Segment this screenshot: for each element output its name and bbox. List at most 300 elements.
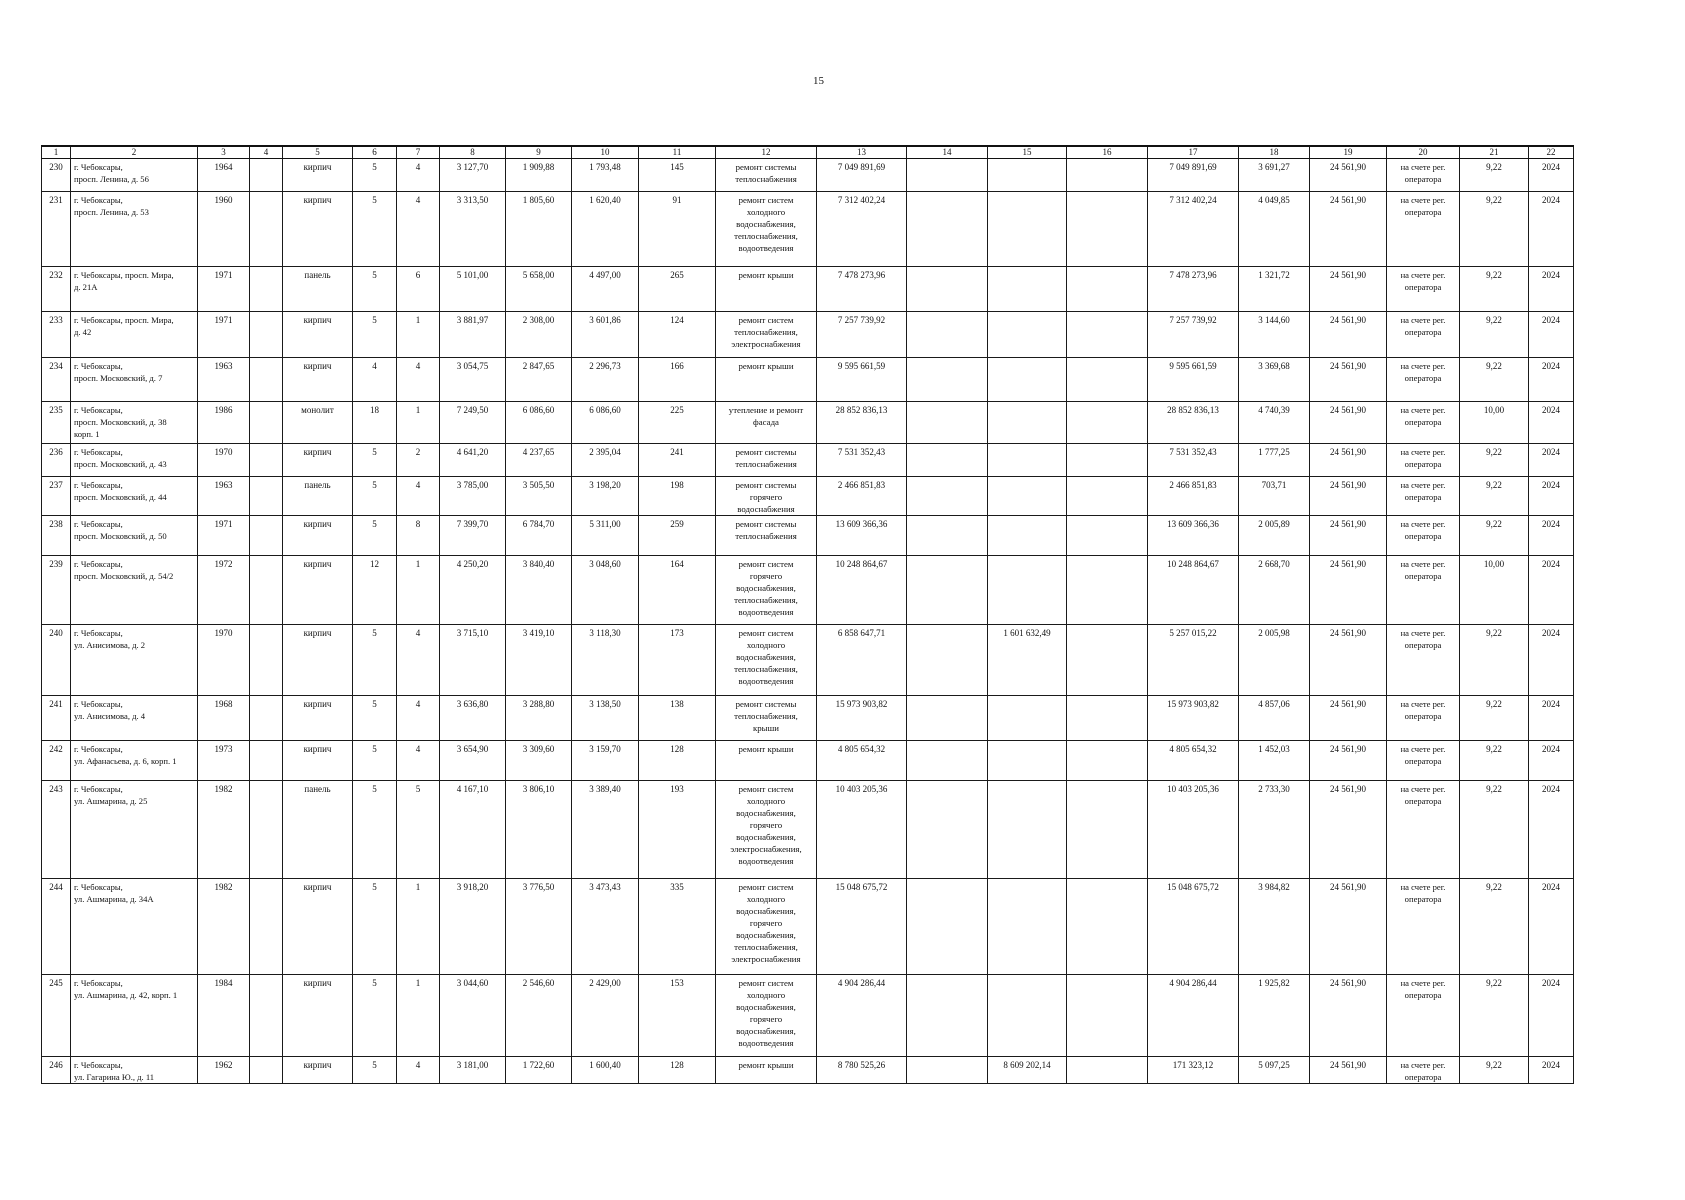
cell-c9: 2 308,00 <box>506 312 572 358</box>
fund-account-cell: на счете рег. оператора <box>1387 516 1460 556</box>
cell-c14 <box>907 159 988 192</box>
cell-c6: 5 <box>353 477 397 516</box>
cell-c8: 4 641,20 <box>440 444 506 477</box>
column-number-header: 22 <box>1529 146 1574 159</box>
cell-c14 <box>907 402 988 444</box>
row-number-cell: 231 <box>42 192 71 267</box>
address-cell: г. Чебоксары, просп. Московский, д. 43 <box>71 444 198 477</box>
cell-c14 <box>907 625 988 696</box>
cell-c10: 5 311,00 <box>572 516 639 556</box>
build-year-cell: 1970 <box>198 444 250 477</box>
cell-c8: 5 101,00 <box>440 267 506 312</box>
column-number-header: 11 <box>639 146 716 159</box>
fund-account-cell: на счете рег. оператора <box>1387 625 1460 696</box>
cell-c22: 2024 <box>1529 741 1574 781</box>
fund-account-cell: на счете рег. оператора <box>1387 444 1460 477</box>
column-number-header: 21 <box>1460 146 1529 159</box>
fund-account-cell: на счете рег. оператора <box>1387 312 1460 358</box>
cell-c21: 9,22 <box>1460 741 1529 781</box>
page-number: 15 <box>813 75 824 87</box>
work-type-cell: ремонт крыши <box>716 267 817 312</box>
table-row <box>42 975 1574 1057</box>
column-number-header: 5 <box>283 146 353 159</box>
cell-c17: 10 248 864,67 <box>1148 556 1239 625</box>
work-type-cell: ремонт систем холодного водоснабжения, горячего водоснабжения, теплоснабжения, электроснабжения <box>716 879 817 975</box>
cell-c15 <box>988 879 1067 975</box>
cell-c8: 3 054,75 <box>440 358 506 402</box>
column-number-header: 20 <box>1387 146 1460 159</box>
cell-c15 <box>988 159 1067 192</box>
cell-c15 <box>988 781 1067 879</box>
cell-c7: 4 <box>397 696 440 741</box>
cell-c14 <box>907 975 988 1057</box>
cell-c6: 5 <box>353 267 397 312</box>
cell-c4 <box>250 444 283 477</box>
address-cell: г. Чебоксары, просп. Ленина, д. 56 <box>71 159 198 192</box>
work-type-cell: ремонт систем теплоснабжения, электроснабжения <box>716 312 817 358</box>
cell-c10: 3 138,50 <box>572 696 639 741</box>
cell-c16 <box>1067 879 1148 975</box>
cell-c21: 9,22 <box>1460 358 1529 402</box>
cell-c16 <box>1067 741 1148 781</box>
cell-c4 <box>250 696 283 741</box>
table-row <box>42 192 1574 267</box>
cell-c21: 9,22 <box>1460 477 1529 516</box>
wall-material-cell: кирпич <box>283 358 353 402</box>
cell-c18: 2 733,30 <box>1239 781 1310 879</box>
table-row <box>42 781 1574 879</box>
cell-c8: 3 654,90 <box>440 741 506 781</box>
cell-c21: 10,00 <box>1460 402 1529 444</box>
wall-material-cell: кирпич <box>283 696 353 741</box>
column-number-header: 16 <box>1067 146 1148 159</box>
cell-c4 <box>250 741 283 781</box>
row-number-cell: 242 <box>42 741 71 781</box>
wall-material-cell: панель <box>283 267 353 312</box>
cell-c7: 4 <box>397 358 440 402</box>
cell-c19: 24 561,90 <box>1310 1057 1387 1084</box>
cell-c4 <box>250 192 283 267</box>
address-cell: г. Чебоксары, просп. Ленина, д. 53 <box>71 192 198 267</box>
cell-c13: 9 595 661,59 <box>817 358 907 402</box>
cell-c16 <box>1067 159 1148 192</box>
cell-c22: 2024 <box>1529 975 1574 1057</box>
build-year-cell: 1962 <box>198 1057 250 1084</box>
column-number-header: 2 <box>71 146 198 159</box>
cell-c19: 24 561,90 <box>1310 444 1387 477</box>
row-number-cell: 244 <box>42 879 71 975</box>
row-number-cell: 233 <box>42 312 71 358</box>
cell-c6: 12 <box>353 556 397 625</box>
cell-c22: 2024 <box>1529 879 1574 975</box>
table-body <box>42 159 1574 1084</box>
table-row <box>42 879 1574 975</box>
wall-material-cell: панель <box>283 477 353 516</box>
cell-c11: 145 <box>639 159 716 192</box>
cell-c19: 24 561,90 <box>1310 358 1387 402</box>
cell-c21: 9,22 <box>1460 625 1529 696</box>
column-number-header: 7 <box>397 146 440 159</box>
wall-material-cell: панель <box>283 781 353 879</box>
cell-c11: 335 <box>639 879 716 975</box>
cell-c16 <box>1067 781 1148 879</box>
cell-c14 <box>907 741 988 781</box>
cell-c10: 3 601,86 <box>572 312 639 358</box>
work-type-cell: ремонт систем холодного водоснабжения, теплоснабжения, водоотведения <box>716 625 817 696</box>
cell-c13: 2 466 851,83 <box>817 477 907 516</box>
cell-c21: 9,22 <box>1460 516 1529 556</box>
cell-c9: 3 806,10 <box>506 781 572 879</box>
cell-c21: 9,22 <box>1460 975 1529 1057</box>
cell-c6: 5 <box>353 696 397 741</box>
cell-c14 <box>907 267 988 312</box>
fund-account-cell: на счете рег. оператора <box>1387 781 1460 879</box>
build-year-cell: 1986 <box>198 402 250 444</box>
cell-c17: 7 312 402,24 <box>1148 192 1239 267</box>
build-year-cell: 1982 <box>198 781 250 879</box>
column-number-header: 9 <box>506 146 572 159</box>
cell-c18: 4 049,85 <box>1239 192 1310 267</box>
cell-c18: 2 005,89 <box>1239 516 1310 556</box>
cell-c19: 24 561,90 <box>1310 402 1387 444</box>
cell-c11: 124 <box>639 312 716 358</box>
cell-c4 <box>250 625 283 696</box>
address-cell: г. Чебоксары, просп. Московский, д. 44 <box>71 477 198 516</box>
work-type-cell: ремонт системы теплоснабжения <box>716 444 817 477</box>
cell-c16 <box>1067 358 1148 402</box>
wall-material-cell: кирпич <box>283 312 353 358</box>
cell-c4 <box>250 312 283 358</box>
wall-material-cell: кирпич <box>283 741 353 781</box>
cell-c7: 2 <box>397 444 440 477</box>
cell-c9: 3 505,50 <box>506 477 572 516</box>
table-row <box>42 358 1574 402</box>
wall-material-cell: кирпич <box>283 556 353 625</box>
cell-c7: 5 <box>397 781 440 879</box>
cell-c8: 3 715,10 <box>440 625 506 696</box>
cell-c16 <box>1067 444 1148 477</box>
build-year-cell: 1963 <box>198 477 250 516</box>
cell-c10: 6 086,60 <box>572 402 639 444</box>
cell-c22: 2024 <box>1529 267 1574 312</box>
wall-material-cell: кирпич <box>283 516 353 556</box>
cell-c13: 7 312 402,24 <box>817 192 907 267</box>
cell-c21: 9,22 <box>1460 696 1529 741</box>
cell-c10: 2 296,73 <box>572 358 639 402</box>
work-type-cell: ремонт систем холодного водоснабжения, горячего водоснабжения, электроснабжения, водоотведения <box>716 781 817 879</box>
build-year-cell: 1964 <box>198 159 250 192</box>
fund-account-cell: на счете рег. оператора <box>1387 267 1460 312</box>
cell-c7: 4 <box>397 625 440 696</box>
cell-c21: 9,22 <box>1460 267 1529 312</box>
cell-c14 <box>907 358 988 402</box>
build-year-cell: 1973 <box>198 741 250 781</box>
table-row <box>42 477 1574 516</box>
cell-c13: 4 904 286,44 <box>817 975 907 1057</box>
cell-c8: 3 881,97 <box>440 312 506 358</box>
build-year-cell: 1971 <box>198 516 250 556</box>
row-number-cell: 236 <box>42 444 71 477</box>
cell-c10: 3 118,30 <box>572 625 639 696</box>
cell-c21: 9,22 <box>1460 159 1529 192</box>
cell-c7: 4 <box>397 159 440 192</box>
cell-c7: 4 <box>397 1057 440 1084</box>
cell-c17: 10 403 205,36 <box>1148 781 1239 879</box>
wall-material-cell: кирпич <box>283 975 353 1057</box>
cell-c8: 3 044,60 <box>440 975 506 1057</box>
cell-c11: 173 <box>639 625 716 696</box>
cell-c6: 5 <box>353 444 397 477</box>
cell-c6: 5 <box>353 192 397 267</box>
cell-c8: 4 250,20 <box>440 556 506 625</box>
cell-c14 <box>907 556 988 625</box>
build-year-cell: 1971 <box>198 312 250 358</box>
cell-c4 <box>250 267 283 312</box>
cell-c8: 7 249,50 <box>440 402 506 444</box>
address-cell: г. Чебоксары, ул. Афанасьева, д. 6, корп. 1 <box>71 741 198 781</box>
cell-c9: 3 840,40 <box>506 556 572 625</box>
cell-c18: 2 668,70 <box>1239 556 1310 625</box>
cell-c11: 91 <box>639 192 716 267</box>
cell-c9: 1 909,88 <box>506 159 572 192</box>
table-row <box>42 312 1574 358</box>
cell-c10: 2 429,00 <box>572 975 639 1057</box>
cell-c18: 703,71 <box>1239 477 1310 516</box>
buildings-table <box>41 145 1574 1084</box>
column-number-header: 14 <box>907 146 988 159</box>
wall-material-cell: монолит <box>283 402 353 444</box>
build-year-cell: 1960 <box>198 192 250 267</box>
cell-c8: 4 167,10 <box>440 781 506 879</box>
cell-c11: 265 <box>639 267 716 312</box>
cell-c9: 4 237,65 <box>506 444 572 477</box>
wall-material-cell: кирпич <box>283 625 353 696</box>
cell-c4 <box>250 516 283 556</box>
cell-c13: 13 609 366,36 <box>817 516 907 556</box>
cell-c4 <box>250 402 283 444</box>
cell-c14 <box>907 696 988 741</box>
cell-c11: 241 <box>639 444 716 477</box>
cell-c17: 7 531 352,43 <box>1148 444 1239 477</box>
row-number-cell: 246 <box>42 1057 71 1084</box>
cell-c15 <box>988 402 1067 444</box>
cell-c10: 3 198,20 <box>572 477 639 516</box>
cell-c16 <box>1067 556 1148 625</box>
cell-c11: 128 <box>639 741 716 781</box>
cell-c21: 9,22 <box>1460 444 1529 477</box>
work-type-cell: ремонт системы теплоснабжения, крыши <box>716 696 817 741</box>
cell-c9: 2 847,65 <box>506 358 572 402</box>
cell-c18: 3 691,27 <box>1239 159 1310 192</box>
table-row <box>42 1057 1574 1084</box>
fund-account-cell: на счете рег. оператора <box>1387 358 1460 402</box>
fund-account-cell: на счете рег. оператора <box>1387 741 1460 781</box>
wall-material-cell: кирпич <box>283 444 353 477</box>
cell-c14 <box>907 516 988 556</box>
column-number-header: 4 <box>250 146 283 159</box>
cell-c15 <box>988 516 1067 556</box>
cell-c18: 1 777,25 <box>1239 444 1310 477</box>
cell-c9: 3 419,10 <box>506 625 572 696</box>
cell-c18: 2 005,98 <box>1239 625 1310 696</box>
cell-c21: 9,22 <box>1460 1057 1529 1084</box>
row-number-cell: 243 <box>42 781 71 879</box>
cell-c10: 1 600,40 <box>572 1057 639 1084</box>
table-row <box>42 696 1574 741</box>
cell-c16 <box>1067 267 1148 312</box>
cell-c22: 2024 <box>1529 159 1574 192</box>
cell-c4 <box>250 975 283 1057</box>
cell-c17: 28 852 836,13 <box>1148 402 1239 444</box>
cell-c17: 13 609 366,36 <box>1148 516 1239 556</box>
cell-c22: 2024 <box>1529 625 1574 696</box>
cell-c15 <box>988 477 1067 516</box>
cell-c10: 1 620,40 <box>572 192 639 267</box>
cell-c17: 7 478 273,96 <box>1148 267 1239 312</box>
cell-c15 <box>988 312 1067 358</box>
wall-material-cell: кирпич <box>283 192 353 267</box>
cell-c11: 138 <box>639 696 716 741</box>
row-number-cell: 245 <box>42 975 71 1057</box>
cell-c22: 2024 <box>1529 312 1574 358</box>
cell-c13: 7 257 739,92 <box>817 312 907 358</box>
cell-c4 <box>250 781 283 879</box>
build-year-cell: 1982 <box>198 879 250 975</box>
row-number-cell: 234 <box>42 358 71 402</box>
cell-c8: 3 918,20 <box>440 879 506 975</box>
cell-c13: 10 248 864,67 <box>817 556 907 625</box>
cell-c16 <box>1067 625 1148 696</box>
cell-c13: 7 049 891,69 <box>817 159 907 192</box>
column-number-header: 6 <box>353 146 397 159</box>
cell-c8: 3 181,00 <box>440 1057 506 1084</box>
fund-account-cell: на счете рег. оператора <box>1387 192 1460 267</box>
cell-c18: 5 097,25 <box>1239 1057 1310 1084</box>
cell-c16 <box>1067 477 1148 516</box>
cell-c6: 18 <box>353 402 397 444</box>
cell-c17: 7 257 739,92 <box>1148 312 1239 358</box>
column-number-header: 1 <box>42 146 71 159</box>
cell-c11: 128 <box>639 1057 716 1084</box>
cell-c18: 1 321,72 <box>1239 267 1310 312</box>
cell-c15 <box>988 741 1067 781</box>
column-number-header: 13 <box>817 146 907 159</box>
cell-c10: 4 497,00 <box>572 267 639 312</box>
row-number-cell: 241 <box>42 696 71 741</box>
cell-c4 <box>250 1057 283 1084</box>
cell-c15 <box>988 192 1067 267</box>
cell-c18: 1 452,03 <box>1239 741 1310 781</box>
cell-c11: 166 <box>639 358 716 402</box>
work-type-cell: ремонт крыши <box>716 1057 817 1084</box>
cell-c9: 1 805,60 <box>506 192 572 267</box>
cell-c22: 2024 <box>1529 192 1574 267</box>
cell-c6: 5 <box>353 159 397 192</box>
address-cell: г. Чебоксары, просп. Московский, д. 50 <box>71 516 198 556</box>
row-number-cell: 239 <box>42 556 71 625</box>
cell-c15: 8 609 202,14 <box>988 1057 1067 1084</box>
cell-c6: 5 <box>353 781 397 879</box>
cell-c9: 2 546,60 <box>506 975 572 1057</box>
cell-c22: 2024 <box>1529 556 1574 625</box>
cell-c9: 6 086,60 <box>506 402 572 444</box>
cell-c11: 198 <box>639 477 716 516</box>
cell-c8: 3 313,50 <box>440 192 506 267</box>
cell-c14 <box>907 312 988 358</box>
cell-c18: 3 369,68 <box>1239 358 1310 402</box>
cell-c7: 1 <box>397 556 440 625</box>
work-type-cell: утепление и ремонт фасада <box>716 402 817 444</box>
fund-account-cell: на счете рег. оператора <box>1387 159 1460 192</box>
cell-c21: 9,22 <box>1460 192 1529 267</box>
column-number-header: 17 <box>1148 146 1239 159</box>
cell-c4 <box>250 556 283 625</box>
cell-c14 <box>907 477 988 516</box>
address-cell: г. Чебоксары, ул. Ашмарина, д. 34А <box>71 879 198 975</box>
build-year-cell: 1963 <box>198 358 250 402</box>
cell-c10: 1 793,48 <box>572 159 639 192</box>
work-type-cell: ремонт систем холодного водоснабжения, теплоснабжения, водоотведения <box>716 192 817 267</box>
address-cell: г. Чебоксары, ул. Анисимова, д. 4 <box>71 696 198 741</box>
cell-c19: 24 561,90 <box>1310 781 1387 879</box>
cell-c7: 4 <box>397 741 440 781</box>
cell-c22: 2024 <box>1529 477 1574 516</box>
address-cell: г. Чебоксары, просп. Московский, д. 54/2 <box>71 556 198 625</box>
cell-c21: 9,22 <box>1460 781 1529 879</box>
work-type-cell: ремонт системы теплоснабжения <box>716 516 817 556</box>
work-type-cell: ремонт систем холодного водоснабжения, горячего водоснабжения, водоотведения <box>716 975 817 1057</box>
address-cell: г. Чебоксары, просп. Московский, д. 38 корп. 1 <box>71 402 198 444</box>
work-type-cell: ремонт крыши <box>716 358 817 402</box>
cell-c9: 3 288,80 <box>506 696 572 741</box>
cell-c11: 153 <box>639 975 716 1057</box>
table-row <box>42 741 1574 781</box>
column-number-header: 15 <box>988 146 1067 159</box>
cell-c10: 2 395,04 <box>572 444 639 477</box>
work-type-cell: ремонт крыши <box>716 741 817 781</box>
column-number-header: 8 <box>440 146 506 159</box>
column-number-row <box>42 146 1574 159</box>
cell-c16 <box>1067 402 1148 444</box>
column-number-header: 10 <box>572 146 639 159</box>
column-number-header: 19 <box>1310 146 1387 159</box>
cell-c22: 2024 <box>1529 1057 1574 1084</box>
cell-c17: 5 257 015,22 <box>1148 625 1239 696</box>
row-number-cell: 240 <box>42 625 71 696</box>
column-number-header: 12 <box>716 146 817 159</box>
cell-c17: 7 049 891,69 <box>1148 159 1239 192</box>
row-number-cell: 235 <box>42 402 71 444</box>
cell-c4 <box>250 358 283 402</box>
address-cell: г. Чебоксары, просп. Московский, д. 7 <box>71 358 198 402</box>
cell-c19: 24 561,90 <box>1310 741 1387 781</box>
cell-c11: 225 <box>639 402 716 444</box>
build-year-cell: 1971 <box>198 267 250 312</box>
column-number-header: 18 <box>1239 146 1310 159</box>
cell-c14 <box>907 781 988 879</box>
cell-c19: 24 561,90 <box>1310 192 1387 267</box>
cell-c15 <box>988 696 1067 741</box>
cell-c7: 6 <box>397 267 440 312</box>
cell-c17: 2 466 851,83 <box>1148 477 1239 516</box>
build-year-cell: 1984 <box>198 975 250 1057</box>
table-row <box>42 444 1574 477</box>
cell-c17: 4 904 286,44 <box>1148 975 1239 1057</box>
cell-c13: 7 531 352,43 <box>817 444 907 477</box>
cell-c10: 3 389,40 <box>572 781 639 879</box>
cell-c7: 1 <box>397 402 440 444</box>
cell-c6: 4 <box>353 358 397 402</box>
